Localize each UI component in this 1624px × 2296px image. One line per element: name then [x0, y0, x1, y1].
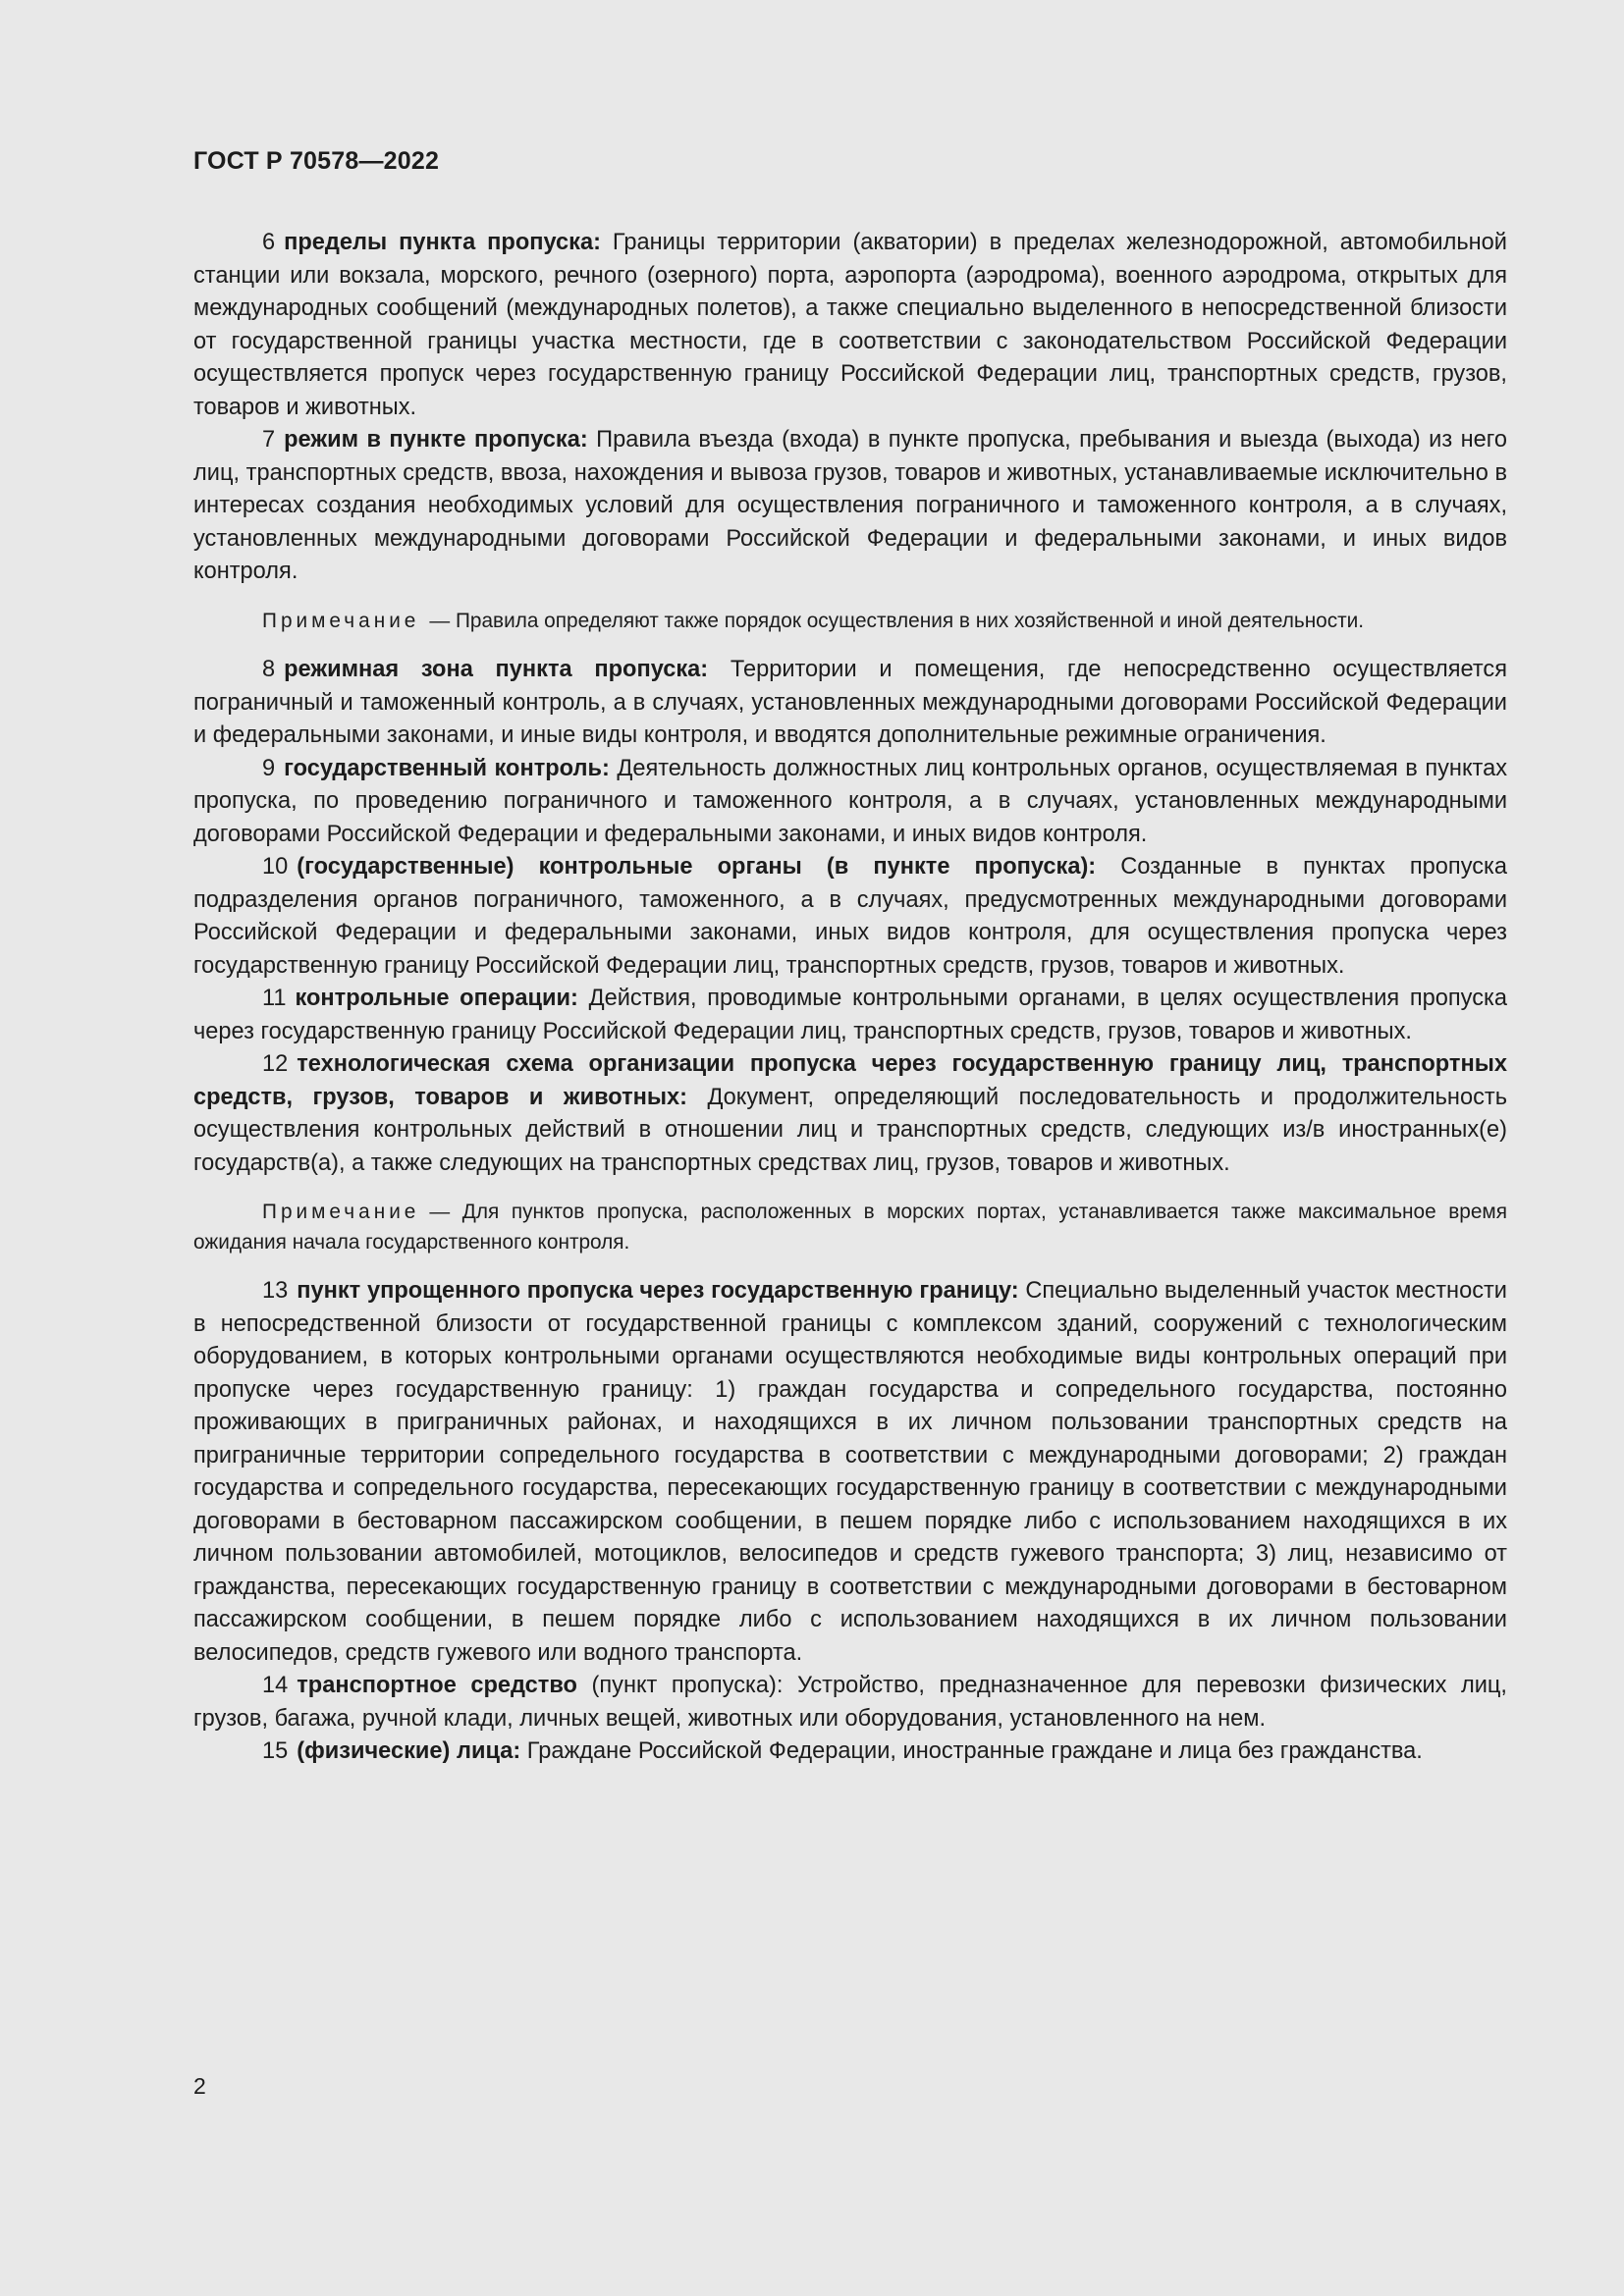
entry-definition: Граждане Российской Федерации, иностранные граждане и лица без гражданства.: [520, 1738, 1423, 1764]
entry-term: (физические) лица:: [297, 1738, 521, 1764]
entry-term: транспортное средство: [297, 1673, 577, 1698]
entry-definition: Действия, проводимые контрольными органами, в целях осуществления пропуска через государственную границу Российской Федерации лиц, транспортных средств, грузов, товаров и животных.: [193, 986, 1507, 1044]
term-entry-8: [193, 654, 1507, 753]
entry-term: государственный контроль:: [284, 755, 610, 781]
entry-number: 12: [262, 1051, 289, 1077]
entry-definition: (пункт пропуска): Устройство, предназначенное для перевозки физических лиц, грузов, багажа, ручной клади, личных вещей, животных или оборудования, установленного на нем.: [193, 1673, 1507, 1732]
entry-number: 6: [262, 230, 276, 255]
term-entry-10: [193, 851, 1507, 983]
entry-number: 11: [262, 986, 287, 1011]
note-text: — Правила определяют также порядок осуществления в них хозяйственной и иной деятельности.: [429, 609, 1365, 632]
document-page: [193, 147, 1507, 1769]
entry-term: технологическая схема организации пропуска через государственную границу лиц, транспортных средств, грузов, товаров и животных:: [193, 1051, 1507, 1110]
entry-term: режим в пункте пропуска:: [284, 427, 588, 453]
entry-term: пределы пункта пропуска:: [284, 230, 601, 255]
entry-number: 8: [262, 657, 276, 682]
term-entry-11: [193, 983, 1507, 1048]
term-entry-7: [193, 424, 1507, 589]
entry-definition: Правила въезда (входа) в пункте пропуска, пребывания и выезда (выхода) из него лиц, транспортных средств, ввоза, нахождения и вывоза грузов, товаров и животных, устанавливаемые исключительно в интересах создания необходимых условий для осуществления пограничного и таможенного контроля, а в случаях, установленных международными договорами Российской Федерации и федеральными законами, и иных видов контроля.: [193, 427, 1507, 584]
term-entry-14: [193, 1670, 1507, 1735]
entry-number: 15: [262, 1738, 289, 1764]
entry-definition: Специально выделенный участок местности в непосредственной близости от государственной границы с комплексом зданий, сооружений с технологическим оборудованием, в которых контрольными органами осуществляются необходимые виды контрольных операций при пропуске через государственную границу: 1) граждан государства и сопредельного государства, постоянно проживающих в приграничных районах, и находящихся в их личном пользовании транспортных средств на приграничные территории сопредельного государства в соответствии с международными договорами; 2) граждан государства и сопредельного государства, пересекающих государственную границу в соответствии с международными договорами в бестоварном пассажирском сообщении, в пешем порядке либо с использованием находящихся в их личном пользовании автомобилей, мотоциклов, велосипедов и средств гужевого транспорта; 3) лиц, независимо от гражданства, пересекающих государственную границу в соответствии с международными договорами в бестоварном пассажирском сообщении, в пешем порядке либо с использованием находящихся в их личном пользовании велосипедов, средств гужевого или водного транспорта.: [193, 1278, 1507, 1666]
page-number: 2: [193, 2073, 206, 2099]
term-entry-13: [193, 1275, 1507, 1670]
note-label: Примечание: [262, 609, 420, 632]
entry-number: 7: [262, 427, 276, 453]
entry-term: (государственные) контрольные органы (в пункте пропуска):: [297, 854, 1097, 880]
entry-term: пункт упрощенного пропуска через государственную границу:: [297, 1278, 1019, 1304]
note-12: [193, 1198, 1507, 1257]
note-label: Примечание: [262, 1201, 420, 1223]
note-text: — Для пунктов пропуска, расположенных в морских портах, устанавливается также максимальное время ожидания начала государственного контроля.: [193, 1201, 1507, 1254]
entry-definition: Территории и помещения, где непосредственно осуществляется пограничный и таможенный контроль, а в случаях, установленных международными договорами Российской Федерации и федеральными законами, и иные виды контроля, и вводятся дополнительные режимные ограничения.: [193, 657, 1507, 748]
entry-number: 10: [262, 854, 289, 880]
entry-number: 9: [262, 755, 276, 781]
entry-definition: Границы территории (акватории) в пределах железнодорожной, автомобильной станции или вокзала, морского, речного (озерного) порта, аэропорта (аэродрома), военного аэродрома, открытых для международных сообщений (международных полетов), а также специально выделенного в непосредственной близости от государственной границы участка местности, где в соответствии с законодательством Российской Федерации осуществляется пропуск через государственную границу Российской Федерации лиц, транспортных средств, грузов, товаров и животных.: [193, 230, 1507, 420]
entry-term: режимная зона пункта пропуска:: [284, 657, 709, 682]
term-entry-6: [193, 227, 1507, 424]
note-7: [193, 607, 1507, 637]
term-entry-9: [193, 753, 1507, 852]
term-entry-15: [193, 1735, 1507, 1769]
entry-number: 14: [262, 1673, 289, 1698]
entry-definition: Деятельность должностных лиц контрольных органов, осуществляемая в пунктах пропуска, по проведению пограничного и таможенного контроля, а в случаях, установленных международными договорами Российской Федерации и федеральными законами, и иных видов контроля.: [193, 755, 1507, 847]
entry-definition: Созданные в пунктах пропуска подразделения органов пограничного, таможенного, а в случаях, предусмотренных международными договорами Российской Федерации и федеральными законами, иных видов контроля, для осуществления пропуска через государственную границу Российской Федерации лиц, транспортных средств, грузов, товаров и животных.: [193, 854, 1507, 979]
document-header: ГОСТ Р 70578—2022: [193, 147, 440, 175]
term-entry-12: [193, 1048, 1507, 1180]
entry-number: 13: [262, 1278, 289, 1304]
entry-definition: Документ, определяющий последовательность и продолжительность осуществления контрольных действий в отношении лиц и транспортных средств, следующих из/в иностранных(е) государств(а), а также следующих на транспортных средствах лиц, грузов, товаров и животных.: [193, 1084, 1507, 1176]
entry-term: контрольные операции:: [295, 986, 578, 1011]
